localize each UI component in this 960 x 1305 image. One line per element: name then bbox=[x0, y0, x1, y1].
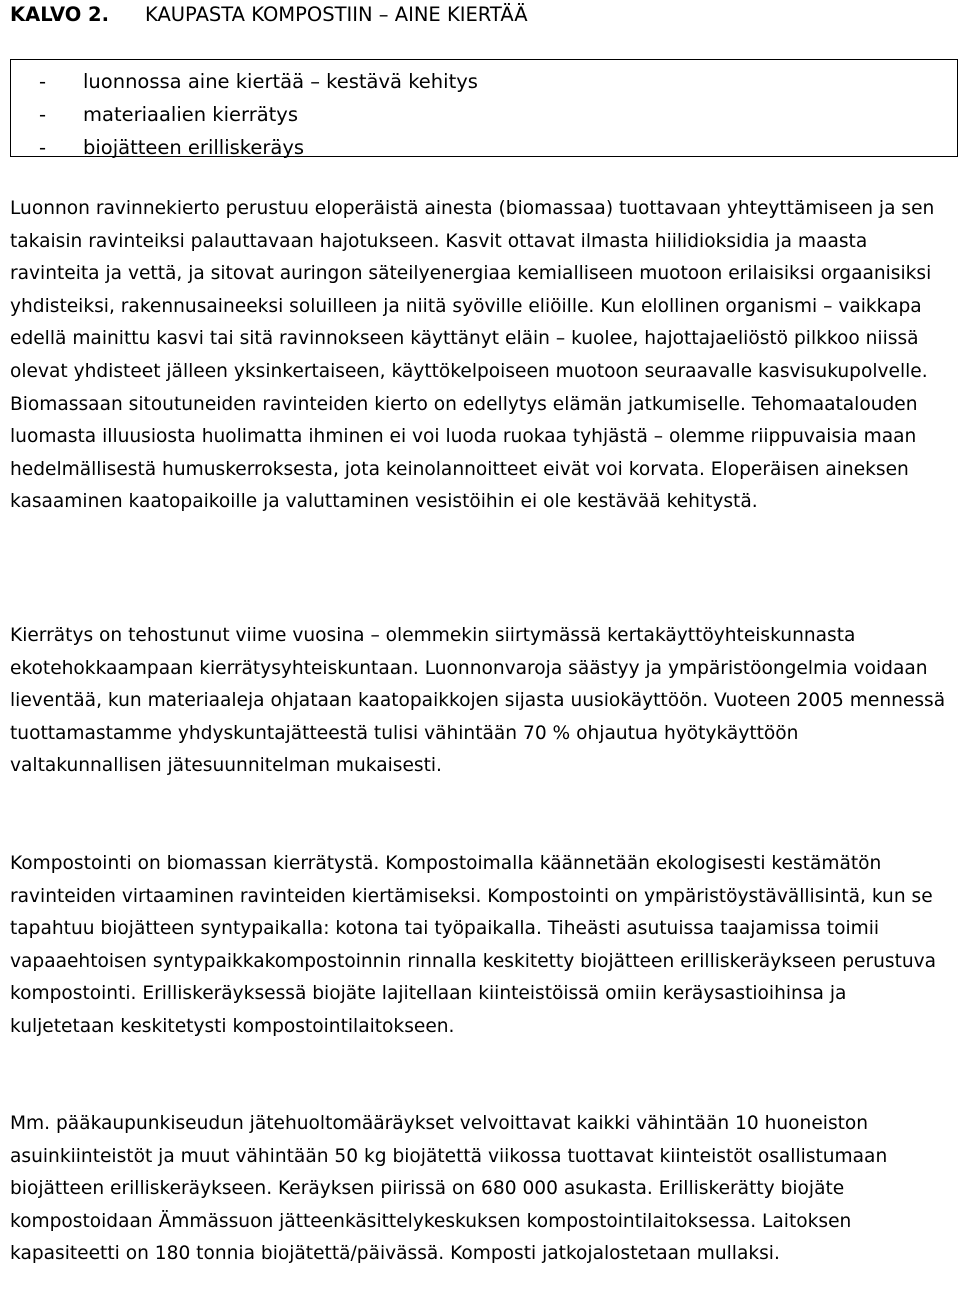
summary-item-text: materiaalien kierrätys bbox=[83, 103, 299, 126]
paragraph-recycling: Kierrätys on tehostunut viime vuosina – olemmekin siirtymässä kertakäyttöyhteiskunnasta ekotehokkaampaan kierrätysyhteiskuntaan. Luonnonvaroja säästyy ja ympäristöongelmia voidaan lieventää, kun materiaaleja ohjataan kaatopaikkojen sijasta uusiokäyttöön. Vuoteen 2005 mennessä tuottamastamme yhdyskuntajätteestä tulisi vähintään 70 % ohjautua hyötykäyttöön valtakunnallisen jätesuunnitelman mukaisesti. bbox=[10, 625, 946, 777]
paragraph-composting: Kompostointi on biomassan kierrätystä. Kompostoimalla käännetään ekologisesti kestämätön ravinteiden virtaaminen ravinteiden kiertämiseksi. Kompostointi on ympäristöystävällisintä, kun se tapahtuu biojätteen syntypaikalla: kotona tai työpaikalla. Tiheästi asutuissa taajamissa toimii vapaaehtoisen syntypaikkakompostoinnin rinnalla keskitetty biojätteen erilliskeräykseen perustuva kompostointi. Erilliskeräyksessä biojäte lajitellaan kiinteistöissä omiin keräysastioihinsa ja kuljetetaan keskitetysti kompostointilaitokseen. bbox=[10, 853, 937, 1037]
summary-item bbox=[39, 65, 478, 98]
dash-marker: - bbox=[39, 136, 47, 159]
slide-number: KALVO 2. bbox=[10, 3, 110, 26]
summary-box bbox=[10, 59, 958, 157]
summary-item bbox=[39, 98, 478, 131]
summary-item bbox=[39, 131, 478, 164]
paragraph-nutrient-cycle: Luonnon ravinnekierto perustuu eloperäistä ainesta (biomassaa) tuottavaan yhteyttämiseen ja sen takaisin ravinteiksi palauttavaan hajotukseen. Kasvit ottavat ilmasta hiilidioksidia ja maasta ravinteita ja vettä, ja sitovat auringon säteilyenergiaa kemialliseen muotoon erilaisiksi orgaanisiksi yhdisteiksi, rakennusaineeksi soluilleen ja niitä syöville eliöille. Kun elollinen organismi – vaikkapa edellä mainittu kasvi tai sitä ravinnokseen käyttänyt eläin – kuolee, hajottajaeliöstö pilkkoo niissä olevat yhdisteet jälleen yksinkertaiseen, käyttökelpoiseen muotoon seuraavalle kasvisukupolvelle. Biomassaan sitoutuneiden ravinteiden kierto on edellytys elämän jatkumiselle. Tehomaatalouden luomasta illuusiosta huolimatta ihminen ei voi luoda ruokaa tyhjästä – olemme riippuvaisia maan hedelmällisestä humuskerroksesta, jota keinolannoitteet eivät voi korvata. Eloperäisen aineksen kasaaminen kaatopaikoille ja valuttaminen vesistöihin ei ole kestävää kehitystä. bbox=[10, 198, 935, 513]
dash-marker: - bbox=[39, 103, 47, 126]
summary-item-text: luonnossa aine kiertää – kestävä kehitys bbox=[83, 70, 478, 93]
slide-heading bbox=[10, 1, 528, 29]
summary-list bbox=[39, 65, 478, 164]
summary-item-text: biojätteen erilliskeräys bbox=[83, 136, 305, 159]
paragraph-regulations: Mm. pääkaupunkiseudun jätehuoltomääräykset velvoittavat kaikki vähintään 10 huoneiston asuinkiinteistöt ja muut vähintään 50 kg biojätettä viikossa tuottavat kiinteistöt osallistumaan biojätteen erilliskeräykseen. Keräyksen piirissä on 680 000 asukasta. Erilliskerätty biojäte kompostoidaan Ämmässuon jätteenkäsittelykeskuksen kompostointilaitoksessa. Laitoksen kapasiteetti on 180 tonnia biojätettä/päivässä. Komposti jatkojalostetaan mullaksi. bbox=[10, 1113, 888, 1265]
slide-title: KAUPASTA KOMPOSTIIN – AINE KIERTÄÄ bbox=[145, 3, 528, 26]
dash-marker: - bbox=[39, 70, 47, 93]
